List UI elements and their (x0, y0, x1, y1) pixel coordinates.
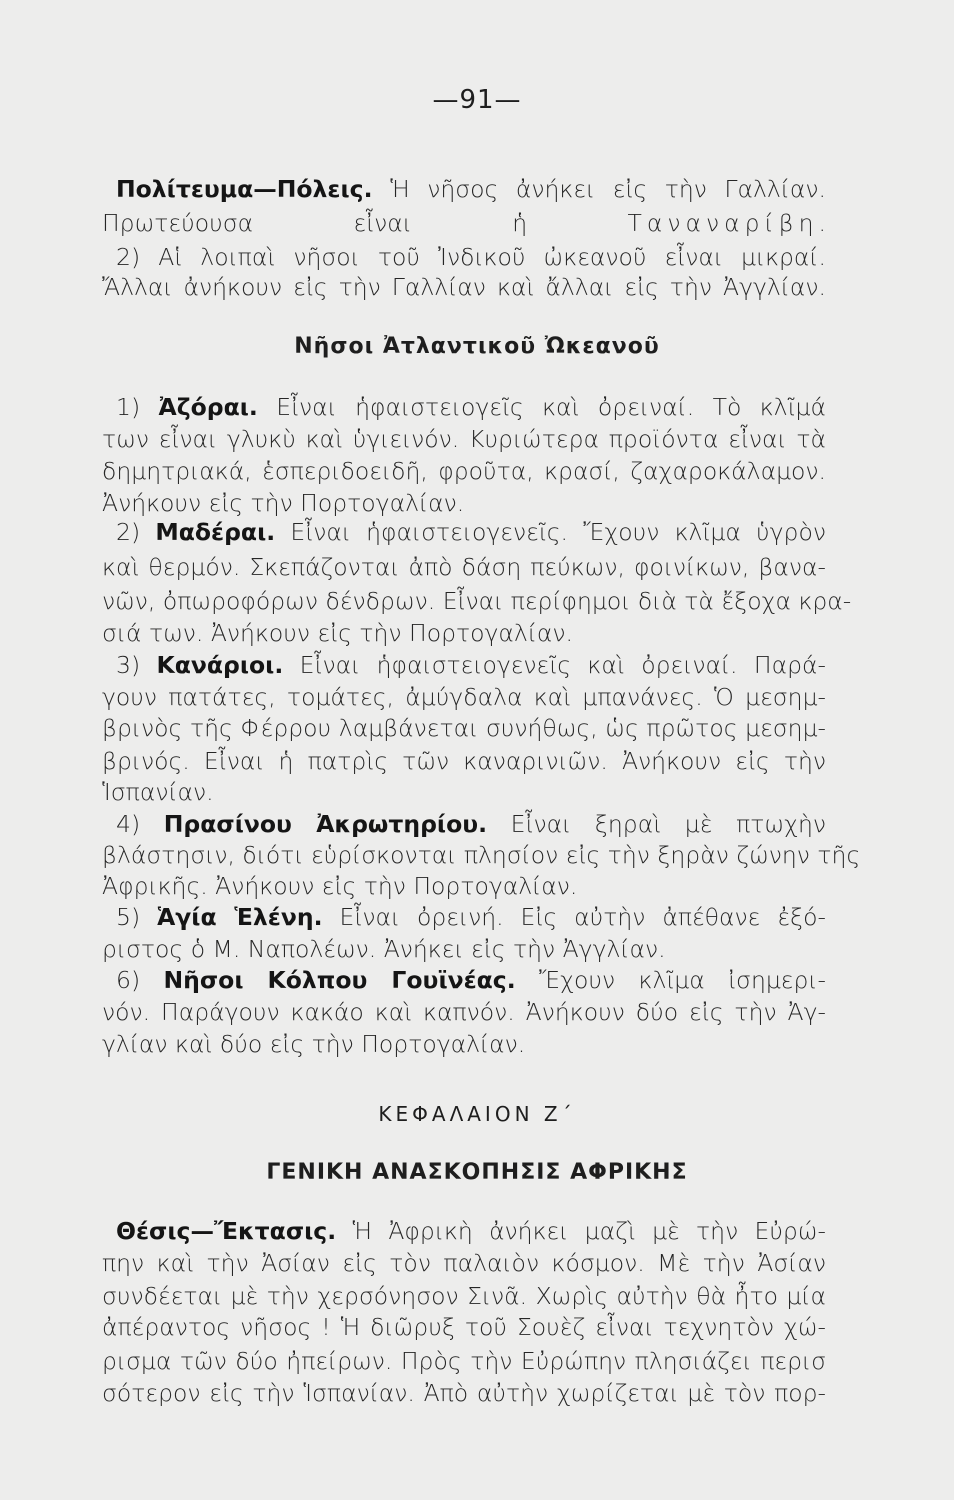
text-line: ρισμα τῶν δύο ἠπείρων. Πρὸς τὴν Εὐρώπην πλησιάζει περισ (102, 1347, 826, 1375)
text-line: Ἄλλαι ἀνήκουν εἰς τὴν Γαλλίαν καὶ ἄλλαι εἰς τὴν Ἀγγλίαν. (102, 273, 826, 301)
heading-atlantic-islands: Νῆσοι Ἀτλαντικοῦ Ὠκεανοῦ (294, 334, 660, 359)
text-line: Ἀφρικῆς. Ἀνήκουν εἰς τὴν Πορτογαλίαν. (102, 872, 578, 900)
section-title-position: Θέσις—Ἔκτασις. (116, 1217, 337, 1245)
text-line: 6) Νῆσοι Κόλπου Γουϊνέας. Ἔχουν κλῖμα ἰσημερι- (116, 966, 826, 994)
item-title-azores: Ἀζόραι. (158, 393, 258, 421)
heading-africa-overview: ΓΕΝΙΚΗ ΑΝΑΣΚΟΠΗΣΙΣ ΑΦΡΙΚΗΣ (266, 1160, 688, 1185)
item-title-guinea: Νῆσοι Κόλπου Γουϊνέας. (163, 966, 516, 994)
text-line: γλίαν καὶ δύο εἰς τὴν Πορτογαλίαν. (102, 1030, 526, 1058)
chapter-label: ΚΕΦΑΛΑΙΟΝ Ζ΄ (378, 1102, 576, 1126)
text-line: βρινὸς τῆς Φέρρου λαμβάνεται συνήθως, ὡς πρῶτος μεσημ- (102, 714, 826, 742)
text-line: Πρωτεύουσα εἶναι ἡ Ταναναρίβη. (102, 209, 826, 237)
text-line: γουν πατάτες, τομάτες, ἀμύγδαλα καὶ μπανάνες. Ὁ μεσημ- (102, 683, 826, 711)
text-line: Πολίτευμα—Πόλεις. Ἡ νῆσος ἀνήκει εἰς τὴν Γαλλίαν. (116, 175, 826, 203)
text-line: νῶν, ὀπωροφόρων δένδρων. Εἶναι περίφημοι διὰ τὰ ἔξοχα κρα- (102, 587, 852, 615)
item-title-saint-helena: Ἁγία Ἑλένη. (157, 903, 323, 931)
text-line: Θέσις—Ἔκτασις. Ἡ Ἀφρικὴ ἀνήκει μαζὶ μὲ τὴν Εὐρώ- (116, 1217, 826, 1245)
text-line: 2) Αἱ λοιπαὶ νῆσοι τοῦ Ἰνδικοῦ ὠκεανοῦ εἶναι μικραί. (116, 243, 826, 271)
text-line: Ἀνήκουν εἰς τὴν Πορτογαλίαν. (102, 489, 465, 517)
text-line: ριστος ὁ Μ. Ναπολέων. Ἀνήκει εἰς τὴν Ἀγγλίαν. (102, 935, 666, 963)
text-line: 4) Πρασίνου Ἀκρωτηρίου. Εἶναι ξηραὶ μὲ πτωχὴν (116, 810, 826, 838)
text-line: πην καὶ τὴν Ἀσίαν εἰς τὸν παλαιὸν κόσμον. Μὲ τὴν Ἀσίαν (102, 1249, 826, 1277)
text-line: βλάστησιν, διότι εὑρίσκονται πλησίον εἰς τὴν ξηρὰν ζώνην τῆς (102, 841, 861, 869)
text-line: βρινός. Εἶναι ἡ πατρὶς τῶν καναρινιῶν. Ἀνήκουν εἰς τὴν (102, 747, 826, 775)
text-line: των εἶναι γλυκὺ καὶ ὑγιεινόν. Κυριώτερα προϊόντα εἶναι τὰ (102, 425, 826, 453)
item-title-canaries: Κανάριοι. (156, 651, 284, 679)
text-line: Ἱσπανίαν. (102, 778, 214, 806)
text-line: 5) Ἁγία Ἑλένη. Εἶναι ὀρεινή. Εἰς αὐτὴν ἀπέθανε ἐξό- (116, 903, 826, 931)
text-line: 1) Ἀζόραι. Εἶναι ἡφαιστειογεῖς καὶ ὀρειναί. Τὸ κλῖμά (116, 393, 826, 421)
page-number: —91— (432, 85, 522, 115)
text-line: δημητριακά, ἑσπεριδοειδῆ, φροῦτα, κρασί, ζαχαροκάλαμον. (102, 457, 826, 485)
text-line: καὶ θερμόν. Σκεπάζονται ἀπὸ δάση πεύκων, φοινίκων, βανα- (102, 553, 826, 581)
section-title-politevma: Πολίτευμα—Πόλεις. (116, 175, 373, 203)
capital-name: Ταναναρίβη (627, 209, 819, 237)
text-line: 3) Κανάριοι. Εἶναι ἡφαιστειογενεῖς καὶ ὀρειναί. Παρά- (116, 651, 826, 679)
text-line: ἀπέραντος νῆσος ! Ἡ διῶρυξ τοῦ Σουὲζ εἶναι τεχνητὸν χώ- (102, 1313, 826, 1341)
text-line: 2) Μαδέραι. Εἶναι ἡφαιστειογενεῖς. Ἔχουν κλῖμα ὑγρὸν (116, 518, 826, 546)
item-title-cape-verde: Πρασίνου Ἀκρωτηρίου. (163, 810, 488, 838)
item-title-madeira: Μαδέραι. (155, 518, 276, 546)
text-line: σιά των. Ἀνήκουν εἰς τὴν Πορτογαλίαν. (102, 619, 574, 647)
text-line: σότερον εἰς τὴν Ἱσπανίαν. Ἀπὸ αὐτὴν χωρίζεται μὲ τὸν πορ- (102, 1379, 826, 1407)
text-line: συνδέεται μὲ τὴν χερσόνησον Σινᾶ. Χωρὶς αὐτὴν θὰ ἦτο μία (102, 1282, 826, 1310)
text-line: νόν. Παράγουν κακάο καὶ καπνόν. Ἀνήκουν δύο εἰς τὴν Ἀγ- (102, 998, 826, 1026)
